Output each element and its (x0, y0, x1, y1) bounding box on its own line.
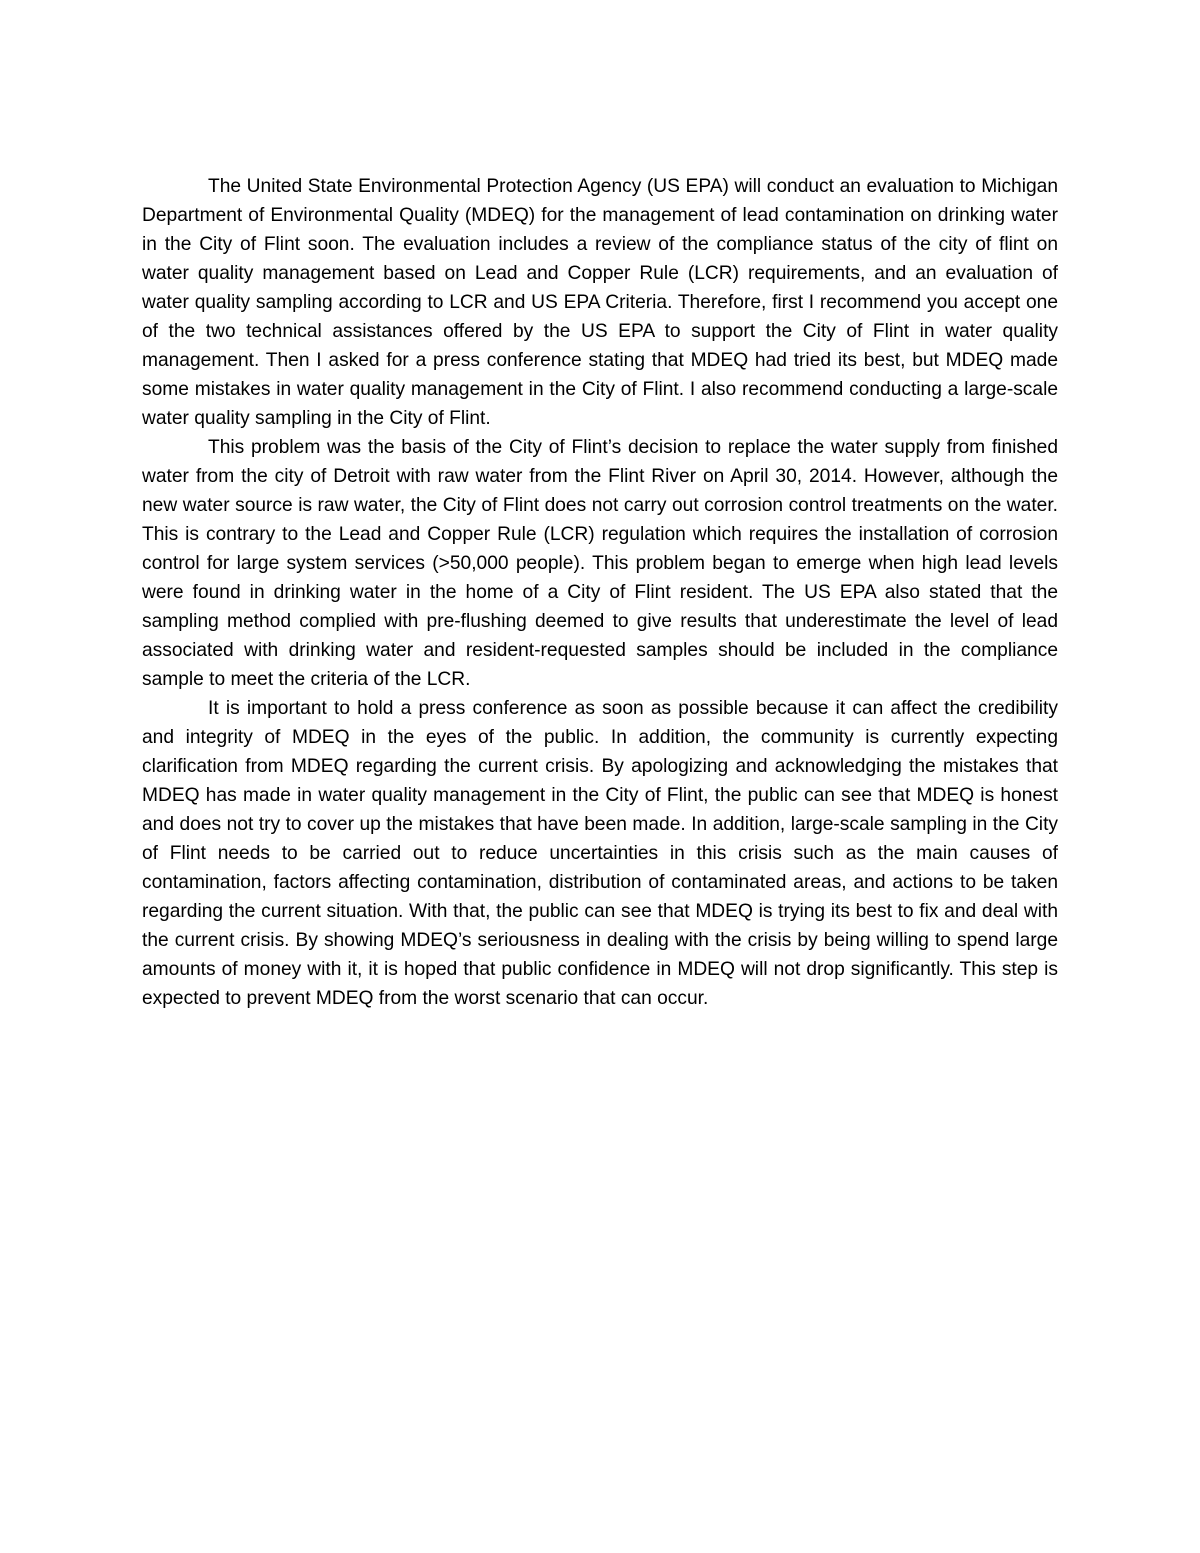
paragraph-problem-background: This problem was the basis of the City of Flint’s decision to replace the water supply from finished water from the city of Detroit with raw water from the Flint River on April 30, 2014. However, although the new water source is raw water, the City of Flint does not carry out corrosion control treatments on the water. This is contrary to the Lead and Copper Rule (LCR) regulation which requires the installation of corrosion control for large system services (>50,000 people). This problem began to emerge when high lead levels were found in drinking water in the home of a City of Flint resident. The US EPA also stated that the sampling method complied with pre-flushing deemed to give results that underestimate the level of lead associated with drinking water and resident-requested samples should be included in the compliance sample to meet the criteria of the LCR. (142, 437, 1058, 690)
paragraph-press-conference-rationale: It is important to hold a press conference as soon as possible because it can affect the credibility and integrity of MDEQ in the eyes of the public. In addition, the community is currently expecting clarification from MDEQ regarding the current crisis. By apologizing and acknowledging the mistakes that MDEQ has made in water quality management in the City of Flint, the public can see that MDEQ is honest and does not try to cover up the mistakes that have been made. In addition, large-scale sampling in the City of Flint needs to be carried out to reduce uncertainties in this crisis such as the main causes of contamination, factors affecting contamination, distribution of contaminated areas, and actions to be taken regarding the current situation. With that, the public can see that MDEQ is trying its best to fix and deal with the current crisis. By showing MDEQ’s seriousness in dealing with the crisis by being willing to spend large amounts of money with it, it is hoped that public confidence in MDEQ will not drop significantly. This step is expected to prevent MDEQ from the worst scenario that can occur. (142, 698, 1058, 1009)
paragraph-evaluation-recommendations: The United State Environmental Protection Agency (US EPA) will conduct an evaluation to Michigan Department of Environmental Quality (MDEQ) for the management of lead contamination on drinking water in the City of Flint soon. The evaluation includes a review of the compliance status of the city of flint on water quality management based on Lead and Copper Rule (LCR) requirements, and an evaluation of water quality sampling according to LCR and US EPA Criteria. Therefore, first I recommend you accept one of the two technical assistances offered by the US EPA to support the City of Flint in water quality management. Then I asked for a press conference stating that MDEQ had tried its best, but MDEQ made some mistakes in water quality management in the City of Flint. I also recommend conducting a large-scale water quality sampling in the City of Flint. (142, 176, 1058, 429)
document-body (142, 172, 1058, 1013)
